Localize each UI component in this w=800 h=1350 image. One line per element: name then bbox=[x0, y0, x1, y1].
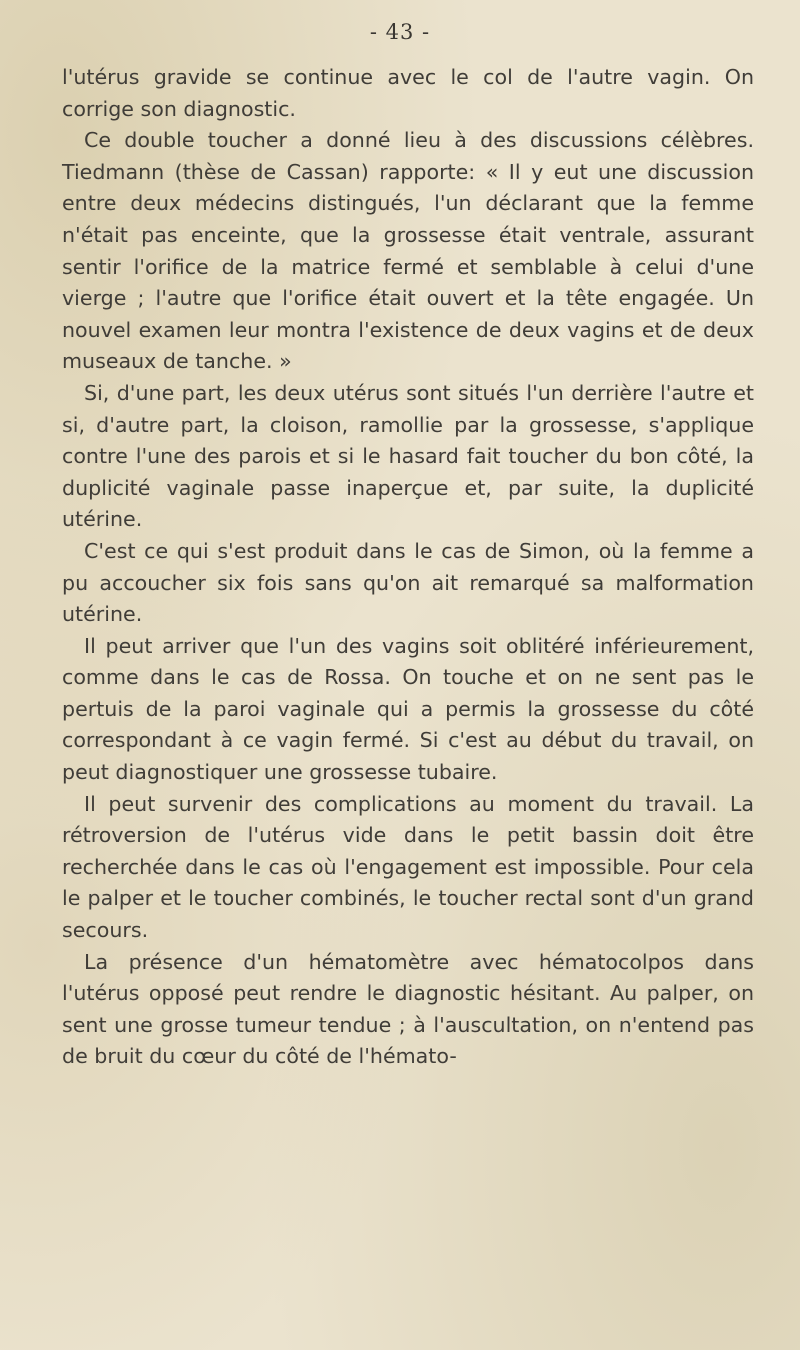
page-number: - 43 - bbox=[369, 20, 431, 44]
paragraph-5: Il peut arriver que l'un des vagins soit oblitéré inférieurement, comme dans le cas de Rossa. On touche et on ne sent pas le pertuis de la paroi vaginale qui a permis la grossesse du côté correspondant à ce vagin fermé. Si c'est au début du travail, on peut diagnostiquer une grossesse tubaire. bbox=[62, 633, 754, 785]
paragraph-7: La présence d'un hématomètre avec hématocolpos dans l'utérus opposé peut rendre le diagnostic hésitant. Au palper, on sent une grosse tumeur tendue ; à l'auscultation, on n'entend pas de bruit du cœur du côté de l'hémato- bbox=[62, 949, 754, 1069]
paragraph-6: Il peut survenir des complications au moment du travail. La rétroversion de l'utérus vide dans le petit bassin doit être recherchée dans le cas où l'engagement est impossible. Pour cela le palper et le toucher combinés, le toucher rectal sont d'un grand secours. bbox=[62, 791, 754, 943]
paragraph-4: C'est ce qui s'est produit dans le cas de Simon, où la femme a pu accoucher six fois sans qu'on ait remarqué sa malformation utérine. bbox=[62, 538, 754, 627]
paragraph-3: Si, d'une part, les deux utérus sont situés l'un derrière l'autre et si, d'autre part, la cloison, ramollie par la grossesse, s'applique contre l'une des parois et si le hasard fait toucher du bon côté, la duplicité vaginale passe inaperçue et, par suite, la duplicité utérine. bbox=[62, 380, 754, 532]
body-text bbox=[62, 62, 754, 1073]
paragraph-2: Ce double toucher a donné lieu à des discussions célèbres. Tiedmann (thèse de Cassan) rapporte: « Il y eut une discussion entre deux médecins distingués, l'un déclarant que la femme n'était pas enceinte, que la grossesse était ventrale, assurant sentir l'orifice de la matrice fermé et semblable à celui d'une vierge ; l'autre que l'orifice était ouvert et la tête engagée. Un nouvel examen leur montra l'existence de deux vagins et de deux museaux de tanche. » bbox=[62, 128, 754, 374]
paragraph-1: l'utérus gravide se continue avec le col de l'autre vagin. On corrige son diagnostic. bbox=[62, 65, 754, 121]
